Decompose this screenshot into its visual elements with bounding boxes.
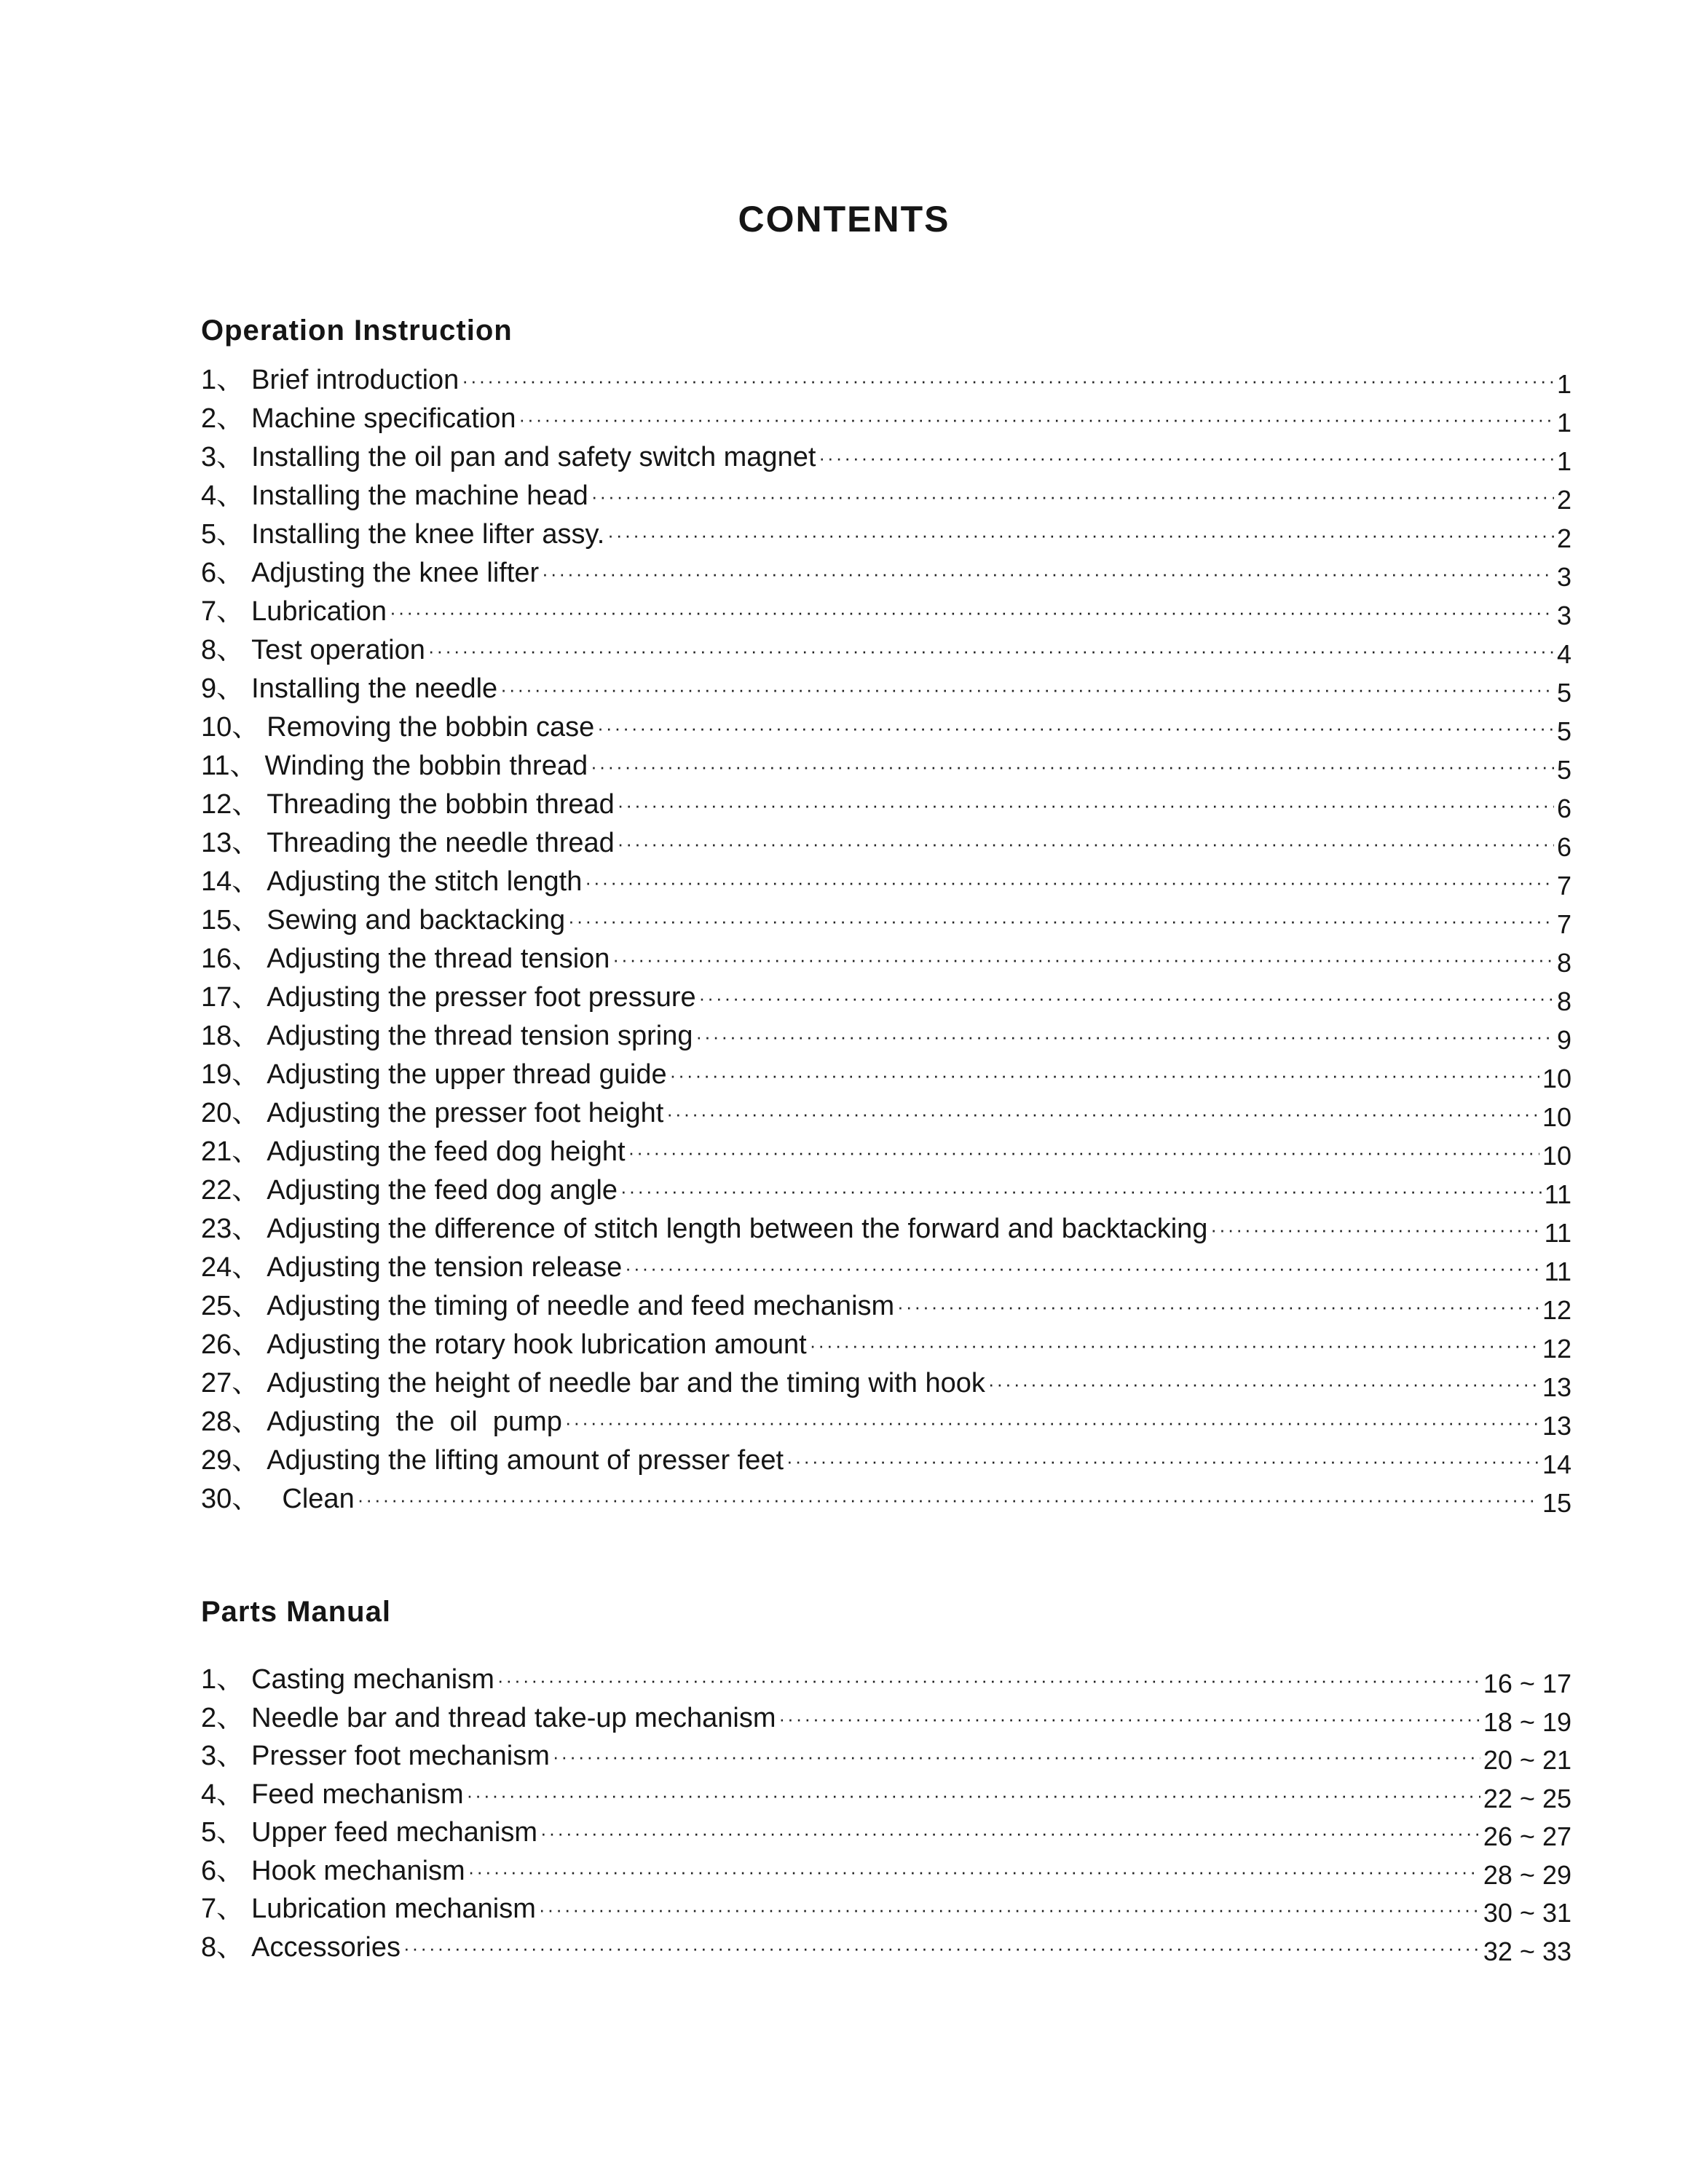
entry-title: Adjusting the timing of needle and feed mechanism [267, 1291, 895, 1321]
dot-leader [670, 1064, 1539, 1087]
operation-instruction-entry [201, 1167, 1571, 1209]
entry-number: 26 [201, 1329, 232, 1360]
entry-page-number: 8 [1556, 948, 1571, 978]
dot-leader [568, 910, 1554, 933]
operation-instruction-entry [201, 550, 1571, 592]
operation-instruction-entry [201, 1360, 1571, 1402]
dot-leader [500, 678, 1554, 701]
entry-title: Brief introduction [251, 365, 460, 395]
entry-number: 9 [201, 673, 217, 704]
entry-title: Adjusting the upper thread guide [267, 1059, 667, 1090]
entry-separator: 、 [216, 1779, 245, 1810]
operation-instruction-entry [201, 1128, 1571, 1171]
entry-page-number: 5 [1556, 755, 1571, 785]
entry-title: Adjusting the thread tension [267, 943, 610, 974]
entry-title: Installing the machine head [251, 480, 588, 511]
dot-leader [628, 1142, 1539, 1164]
entry-page-number: 8 [1556, 986, 1571, 1016]
operation-instruction-entry [201, 1398, 1571, 1441]
entry-separator: 、 [232, 1329, 260, 1360]
operation-instruction-entry [201, 1283, 1571, 1325]
operation-instruction-entry [201, 935, 1571, 978]
entry-page-number: 1 [1556, 408, 1571, 438]
entry-page-number: 3 [1556, 601, 1571, 630]
entry-number: 8 [201, 635, 217, 665]
entry-number: 29 [201, 1445, 232, 1476]
dot-leader [553, 1746, 1480, 1768]
entry-title: Installing the oil pan and safety switch magnet [251, 442, 816, 472]
dot-leader [390, 601, 1554, 624]
entry-number: 27 [201, 1368, 232, 1398]
entry-number: 13 [201, 828, 232, 858]
entry-title: Adjusting the thread tension spring [267, 1021, 693, 1051]
operation-instruction-entry [201, 781, 1571, 823]
entry-separator: 、 [216, 673, 245, 704]
entry-title: Adjusting the tension release [267, 1252, 623, 1283]
dot-leader [620, 1180, 1542, 1203]
operation-instruction-entry [201, 1013, 1571, 1055]
entry-page-number: 14 [1542, 1449, 1571, 1479]
operation-instruction-entry [201, 511, 1571, 553]
entry-separator: 、 [216, 1931, 245, 1963]
dot-leader [497, 1669, 1480, 1692]
entry-title: Adjusting the lifting amount of presser feet [267, 1445, 784, 1476]
entry-number: 11 [201, 751, 230, 781]
operation-instruction-entry [201, 820, 1571, 862]
entry-separator: 、 [229, 751, 258, 781]
entry-title: Installing the needle [251, 673, 498, 704]
dot-leader [778, 1708, 1480, 1730]
entry-page-number: 7 [1556, 909, 1571, 939]
entry-number: 3 [201, 1741, 217, 1771]
entry-title: Lubrication [251, 596, 387, 627]
entry-number: 12 [201, 789, 232, 820]
entry-number: 7 [201, 596, 217, 627]
entry-title: Adjusting the rotary hook lubrication amount [267, 1329, 807, 1360]
entry-page-number: 10 [1542, 1064, 1571, 1093]
operation-instruction-entry [201, 897, 1571, 939]
entry-title: Adjusting the feed dog height [267, 1136, 626, 1167]
entry-page-number: 26 ~ 27 [1483, 1821, 1571, 1851]
dot-leader [625, 1257, 1541, 1280]
parts-manual-entry [201, 1924, 1571, 1966]
entry-title: Test operation [251, 635, 425, 665]
dot-leader [618, 794, 1554, 817]
entry-page-number: 2 [1556, 523, 1571, 553]
entry-title: Installing the knee lifter assy. [251, 519, 605, 550]
dot-leader [591, 486, 1554, 508]
entry-title: Hook mechanism [251, 1855, 465, 1886]
entry-separator: 、 [232, 866, 260, 897]
entry-number: 23 [201, 1214, 232, 1244]
dot-leader [618, 833, 1554, 855]
dot-leader [467, 1784, 1480, 1807]
operation-instruction-entry [201, 1244, 1571, 1286]
dot-leader [462, 370, 1554, 392]
dot-leader [988, 1373, 1539, 1396]
entry-separator: 、 [232, 982, 260, 1013]
parts-manual-entry [201, 1886, 1571, 1928]
entry-number: 24 [201, 1252, 232, 1283]
entry-number: 5 [201, 519, 217, 550]
entry-title: Adjusting the presser foot pressure [267, 982, 696, 1013]
dot-leader [540, 1822, 1480, 1845]
entry-separator: 、 [232, 1406, 260, 1437]
parts-manual-heading: Parts Manual [201, 1596, 391, 1628]
entry-page-number: 11 [1544, 1179, 1571, 1209]
parts-manual-entry [201, 1809, 1571, 1851]
entry-number: 15 [201, 905, 232, 935]
page-title: CONTENTS [738, 199, 950, 240]
dot-leader [612, 949, 1554, 971]
entry-title: Adjusting the presser foot height [267, 1098, 664, 1128]
entry-separator: 、 [216, 1664, 245, 1695]
dot-leader [542, 563, 1554, 585]
operation-instruction-list [201, 357, 1571, 1518]
entry-title: Sewing and backtacking [267, 905, 566, 935]
entry-number: 22 [201, 1175, 232, 1206]
dot-leader [695, 1026, 1554, 1048]
operation-instruction-entry [201, 1206, 1571, 1248]
entry-separator: 、 [216, 442, 245, 472]
entry-number: 3 [201, 442, 217, 472]
entry-number: 25 [201, 1291, 232, 1321]
operation-instruction-entry [201, 974, 1571, 1016]
entry-separator: 、 [232, 1214, 260, 1244]
entry-page-number: 13 [1542, 1411, 1571, 1441]
entry-separator: 、 [216, 1817, 245, 1848]
entry-page-number: 18 ~ 19 [1483, 1706, 1571, 1737]
entry-number: 14 [201, 866, 232, 897]
entry-page-number: 12 [1542, 1334, 1571, 1364]
entry-number: 18 [201, 1021, 232, 1051]
operation-instruction-entry [201, 1090, 1571, 1132]
entry-separator: 、 [216, 519, 245, 550]
entry-page-number: 1 [1556, 446, 1571, 476]
entry-number: 7 [201, 1894, 217, 1924]
parts-manual-entry [201, 1733, 1571, 1775]
entry-separator: 、 [216, 403, 245, 434]
entry-number: 28 [201, 1406, 232, 1437]
dot-leader [666, 1103, 1539, 1125]
dot-leader [786, 1450, 1539, 1473]
entry-number: 6 [201, 558, 217, 588]
dot-leader [358, 1489, 1539, 1511]
entry-separator: 、 [232, 1368, 260, 1398]
operation-instruction-entry [201, 357, 1571, 399]
entry-separator: 、 [232, 1175, 260, 1206]
operation-instruction-entry [201, 395, 1571, 438]
entry-separator: 、 [216, 1894, 245, 1924]
dot-leader [1210, 1219, 1541, 1241]
operation-instruction-heading: Operation Instruction [201, 314, 513, 347]
entry-title: Adjusting the oil pump [267, 1406, 562, 1437]
operation-instruction-entry [201, 472, 1571, 515]
entry-page-number: 13 [1542, 1372, 1571, 1402]
entry-page-number: 3 [1556, 562, 1571, 592]
entry-title: Threading the bobbin thread [267, 789, 615, 820]
entry-number: 6 [201, 1855, 217, 1886]
entry-page-number: 7 [1556, 871, 1571, 901]
entry-page-number: 1 [1556, 369, 1571, 399]
entry-page-number: 5 [1556, 716, 1571, 746]
operation-instruction-entry [201, 1051, 1571, 1093]
operation-instruction-entry [201, 627, 1571, 669]
entry-page-number: 11 [1544, 1218, 1571, 1248]
entry-separator: 、 [232, 1445, 260, 1476]
dot-leader [699, 987, 1554, 1010]
entry-number: 30 [201, 1484, 232, 1514]
entry-page-number: 2 [1556, 485, 1571, 515]
entry-title: Adjusting the height of needle bar and the timing with hook [267, 1368, 985, 1398]
entry-separator: 、 [232, 1098, 260, 1128]
entry-title: Removing the bobbin case [267, 712, 595, 743]
parts-manual-entry [201, 1695, 1571, 1737]
entry-number: 21 [201, 1136, 232, 1167]
entry-separator: 、 [232, 1291, 260, 1321]
entry-page-number: 6 [1556, 832, 1571, 862]
entry-separator: 、 [232, 1484, 260, 1514]
operation-instruction-entry [201, 1321, 1571, 1364]
entry-title: Presser foot mechanism [251, 1741, 550, 1771]
entry-page-number: 22 ~ 25 [1483, 1783, 1571, 1813]
entry-page-number: 10 [1542, 1102, 1571, 1132]
entry-title: Feed mechanism [251, 1779, 464, 1810]
parts-manual-entry [201, 1656, 1571, 1698]
dot-leader [607, 524, 1554, 547]
entry-number: 19 [201, 1059, 232, 1090]
entry-page-number: 30 ~ 31 [1483, 1898, 1571, 1928]
operation-instruction-entry [201, 743, 1571, 785]
entry-separator: 、 [232, 1136, 260, 1167]
dot-leader [539, 1899, 1480, 1921]
parts-manual-entry [201, 1771, 1571, 1813]
entry-separator: 、 [232, 1059, 260, 1090]
entry-title: Threading the needle thread [267, 828, 615, 858]
entry-separator: 、 [232, 1252, 260, 1283]
parts-manual-list [201, 1656, 1571, 1966]
operation-instruction-entry [201, 1437, 1571, 1479]
operation-instruction-entry [201, 1476, 1571, 1518]
dot-leader [897, 1296, 1539, 1318]
dot-leader [597, 717, 1554, 740]
dot-leader [810, 1334, 1539, 1357]
dot-leader [585, 871, 1554, 894]
entry-page-number: 12 [1542, 1295, 1571, 1325]
entry-title: Upper feed mechanism [251, 1817, 538, 1848]
dot-leader [518, 408, 1554, 431]
entry-number: 10 [201, 712, 232, 743]
entry-separator: 、 [232, 789, 260, 820]
entry-number: 5 [201, 1817, 217, 1848]
entry-page-number: 20 ~ 21 [1483, 1745, 1571, 1775]
entry-page-number: 4 [1556, 639, 1571, 669]
entry-number: 1 [201, 365, 217, 395]
entry-separator: 、 [216, 480, 245, 511]
operation-instruction-entry [201, 858, 1571, 901]
entry-title: Needle bar and thread take-up mechanism [251, 1702, 776, 1733]
entry-separator: 、 [216, 1855, 245, 1886]
entry-separator: 、 [216, 635, 245, 665]
entry-number: 2 [201, 403, 217, 434]
entry-title: Clean [267, 1484, 355, 1514]
dot-leader [565, 1412, 1539, 1434]
entry-separator: 、 [232, 943, 260, 974]
entry-number: 20 [201, 1098, 232, 1128]
entry-title: Accessories [251, 1931, 401, 1963]
entry-separator: 、 [232, 1021, 260, 1051]
entry-page-number: 28 ~ 29 [1483, 1859, 1571, 1890]
entry-page-number: 11 [1544, 1257, 1571, 1286]
operation-instruction-entry [201, 665, 1571, 708]
entry-page-number: 9 [1556, 1025, 1571, 1055]
entry-separator: 、 [232, 905, 260, 935]
operation-instruction-entry [201, 704, 1571, 746]
entry-number: 4 [201, 480, 217, 511]
operation-instruction-entry [201, 434, 1571, 476]
entry-title: Casting mechanism [251, 1664, 494, 1695]
dot-leader [403, 1937, 1480, 1960]
entry-title: Adjusting the difference of stitch length between the forward and backtacking [267, 1214, 1208, 1244]
entry-number: 16 [201, 943, 232, 974]
entry-page-number: 5 [1556, 678, 1571, 708]
entry-number: 8 [201, 1931, 217, 1963]
entry-title: Lubrication mechanism [251, 1894, 536, 1924]
entry-separator: 、 [216, 558, 245, 588]
entry-page-number: 6 [1556, 794, 1571, 823]
entry-title: Adjusting the stitch length [267, 866, 583, 897]
operation-instruction-entry [201, 588, 1571, 630]
dot-leader [468, 1861, 1480, 1883]
entry-title: Adjusting the knee lifter [251, 558, 540, 588]
entry-page-number: 10 [1542, 1141, 1571, 1171]
entry-number: 1 [201, 1664, 217, 1695]
entry-separator: 、 [216, 596, 245, 627]
entry-number: 4 [201, 1779, 217, 1810]
dot-leader [428, 640, 1554, 662]
entry-number: 2 [201, 1702, 217, 1733]
entry-number: 17 [201, 982, 232, 1013]
entry-separator: 、 [232, 712, 260, 743]
entry-title: Winding the bobbin thread [264, 751, 588, 781]
entry-page-number: 15 [1542, 1488, 1571, 1518]
entry-page-number: 32 ~ 33 [1483, 1936, 1571, 1966]
entry-title: Adjusting the feed dog angle [267, 1175, 618, 1206]
parts-manual-entry [201, 1848, 1571, 1890]
entry-separator: 、 [216, 1741, 245, 1771]
entry-page-number: 16 ~ 17 [1483, 1669, 1571, 1698]
dot-leader [819, 447, 1554, 470]
dot-leader [591, 756, 1554, 778]
entry-separator: 、 [216, 365, 245, 395]
entry-separator: 、 [216, 1702, 245, 1733]
entry-title: Machine specification [251, 403, 516, 434]
entry-separator: 、 [232, 828, 260, 858]
